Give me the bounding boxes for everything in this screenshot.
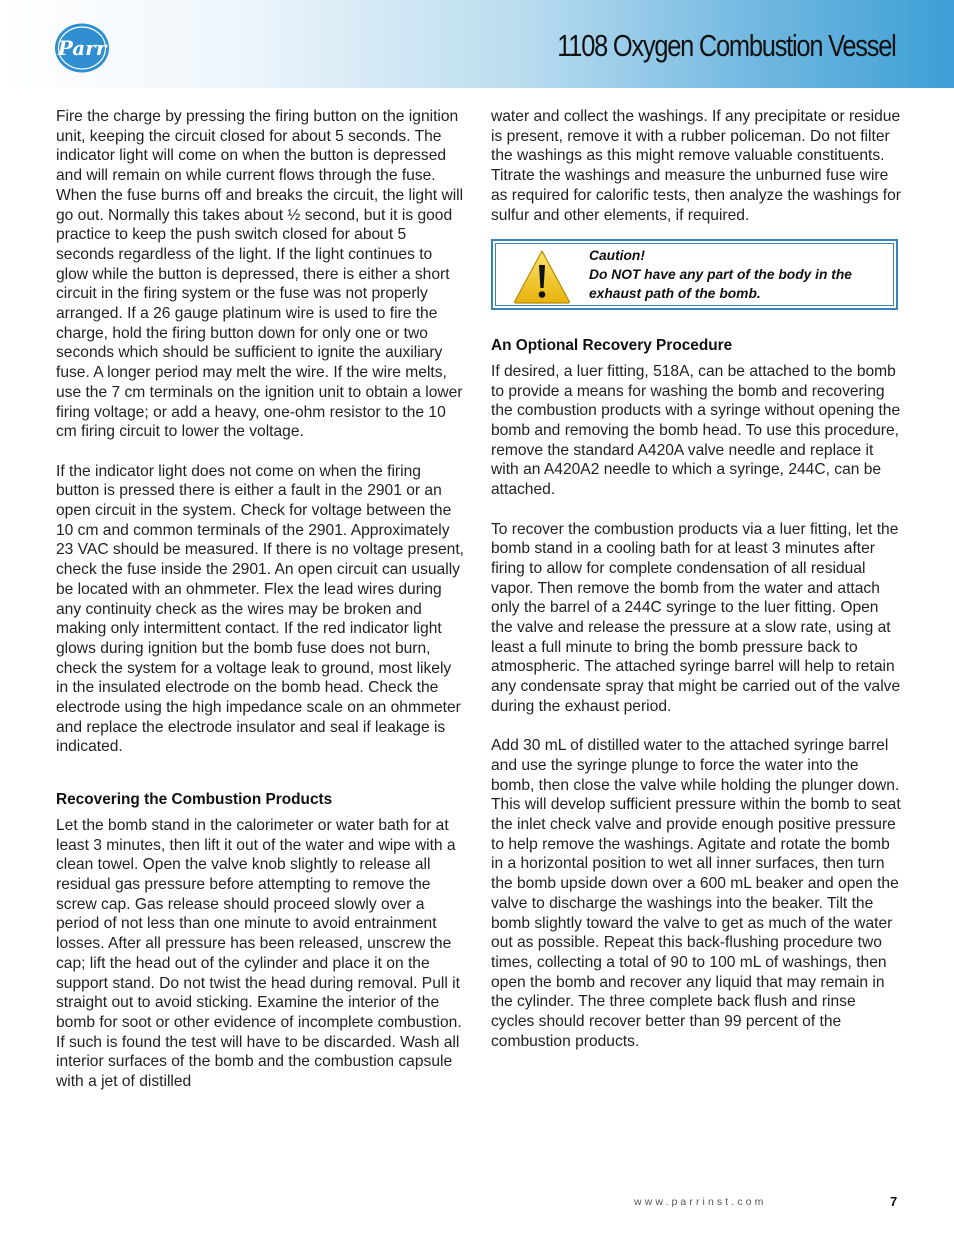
page-number: 7 [890, 1194, 898, 1209]
logo-text: Parr [57, 36, 107, 60]
body-paragraph: If the indicator light does not come on when the firing button is pressed there is either a fault in the 2901 or an open circuit in the system. Check for voltage between the 10 cm and common terminals of the 2901. Approximately 23 VAC should be measured. If there is no voltage present, check the fuse inside the 2901. An open circuit can usually be located with an ohmmeter. Flex the lead wires during any continuity check as the wires may be broken and making only intermittent contact. If the red indicator light glows during ignition but the bomb fuse does not burn, check the system for a voltage leak to ground, most likely in the insulated electrode on the bomb head. Check the electrode using the high impedance scale on an ohmmeter and replace the electrode insulator and seal if leakage is indicated. [56, 462, 464, 756]
section-heading: Recovering the Combustion Products [56, 791, 333, 809]
body-paragraph: water and collect the washings. If any precipitate or residue is present, remove it with a rubber policeman. Do not filter the washings as this might remove valuable constituents. Titrate the washings and measure the unburned fuse wire as required for calorific tests, then analyze the washings for sulfur and other elements, if required. [491, 108, 901, 224]
caution-title: Caution! [589, 248, 645, 264]
document-title: 1108 Oxygen Combustion Vessel [557, 28, 896, 63]
section-heading: An Optional Recovery Procedure [491, 337, 733, 355]
body-paragraph: Let the bomb stand in the calorimeter or water bath for at least 3 minutes, then lift it out of the water and wipe with a clean towel. Open the valve knob slightly to release all residual gas pressure before attempting to remove the screw cap. Gas release should proceed slowly over a period of not less than one minute to avoid entrainment losses. After all pressure has been released, unscrew the cap; lift the head out of the cylinder and place it on the support stand. Do not twist the head during removal. Pull it straight out to avoid sticking. Examine the interior of the bomb for soot or other evidence of incomplete combustion. If such is found the test will have to be discarded. Wash all interior surfaces of the bomb and the combustion capsule with a jet of distilled [56, 816, 462, 1091]
parr-logo [53, 22, 111, 74]
body-paragraph: Fire the charge by pressing the firing button on the ignition unit, keeping the circuit closed for about 5 seconds. The indicator light will come on when the button is depressed and will remain on while current flows through the fuse. When the fuse burns off and breaks the circuit, the light will go out. Normally this takes about ½ second, but it is good practice to keep the push switch closed for about 5 seconds regardless of the light. If the light continues to glow while the button is depressed, there is either a short circuit in the firing system or the fuse was not properly arranged. If a 26 gauge platinum wire is used to fire the charge, hold the firing button down for only one or two seconds which should be sufficient to ignite the auxiliary fuse. A longer period may melt the wire. If the wire melts, use the 7 cm terminals on the ignition unit to obtain a lower firing voltage; or add a heavy, one-ohm resistor to the 10 cm firing circuit to lower the voltage. [56, 108, 464, 441]
footer-website-link[interactable]: www.parrinst.com [634, 1196, 767, 1208]
caution-box [491, 239, 898, 310]
body-paragraph: Add 30 mL of distilled water to the attached syringe barrel and use the syringe plunge to force the water into the bomb, then close the valve while holding the plunger down. This will develop sufficient pressure within the bomb to seat the inlet check valve and provide enough positive pressure to help remove the washings. Agitate and rotate the bomb in a horizontal position to wet all inner surfaces, then turn the bomb upside down over a 600 mL beaker and open the valve to discharge the washings into the beaker. Tilt the bomb slightly toward the valve to get as much of the water out as possible. Repeat this back-flushing procedure two times, collecting a total of 90 to 100 mL of washings, then open the bomb and recover any liquid that may remain in the cylinder. The three complete back flush and rinse cycles should recover better than 99 percent of the combustion products. [491, 737, 901, 1050]
left-column [56, 107, 466, 1092]
caution-message: Do NOT have any part of the body in the exhaust path of the bomb. [589, 267, 852, 302]
page-header [0, 0, 954, 88]
body-paragraph: If desired, a luer fitting, 518A, can be attached to the bomb to provide a means for washing the bomb and recovering the combustion products with a syringe without opening the bomb and removing the bomb head. To use this procedure, remove the standard A420A valve needle and replace it with an A420A2 needle to which a syringe, 244C, can be attached. [491, 362, 901, 499]
right-column [491, 107, 901, 1052]
warning-exclamation-icon [511, 248, 573, 306]
body-paragraph: To recover the combustion products via a luer fitting, let the bomb stand in a cooling bath for at least 3 minutes after firing to allow for complete condensation of all residual vapor. Then remove the bomb from the water and attach only the barrel of a 244C syringe to the luer fitting. Open the valve and release the pressure at a slow rate, using at least a full minute to bring the bomb pressure back to atmospheric. The attached syringe barrel will help to retain any condensate spray that might be carried out of the valve during the exhaust period. [491, 520, 901, 715]
